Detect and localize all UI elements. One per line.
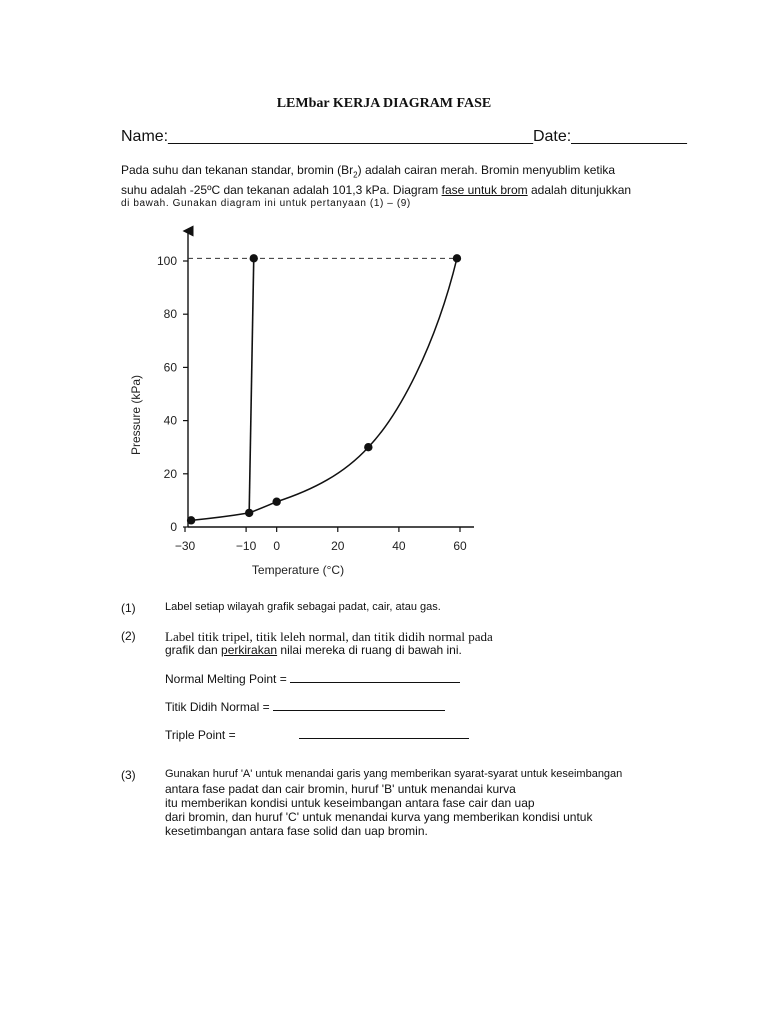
data-point [245, 509, 253, 517]
intro-line-3: di bawah. Gunakan diagram ini untuk pertanyaan (1) – (9) [121, 198, 411, 210]
date-label: Date: [532, 128, 572, 145]
y-tick-label: 100 [156, 254, 177, 268]
data-point [272, 498, 280, 506]
intro-text: adalah ditunjukkan [527, 182, 632, 197]
question-text-2 [165, 643, 462, 657]
question-text: nilai mereka di ruang di bawah ini. [277, 643, 462, 657]
triple-point-blank[interactable] [299, 727, 469, 739]
solid-liquid-line [249, 258, 254, 513]
x-tick-label: 20 [331, 539, 345, 553]
question-text: Gunakan huruf 'A' untuk menandai garis yang memberikan syarat-syarat untuk keseimbangan [165, 768, 623, 780]
question-text: itu memberikan kondisi untuk keseimbangan antara fase cair dan uap [165, 796, 535, 810]
y-tick-label: 40 [163, 413, 177, 428]
question-number: (2) [121, 629, 136, 643]
intro-text: ) adalah cairan merah. Bromin menyublim ketika [357, 163, 616, 177]
name-field[interactable]: _________________________________________ [168, 128, 533, 145]
question-text: dari bromin, dan huruf 'C' untuk menandai kurva yang memberikan kondisi untuk [165, 810, 593, 824]
question-text: kesetimbangan antara fase solid dan uap bromin. [165, 824, 428, 838]
underlined-word: perkirakan [221, 643, 278, 657]
x-tick-label: 0 [273, 539, 281, 553]
data-point [364, 443, 372, 451]
x-tick-label: 60 [453, 539, 467, 553]
solid-gas-curve [191, 513, 249, 520]
worksheet-title: LEMbar KERJA DIAGRAM FASE [276, 96, 492, 111]
date-field[interactable]: _____________ [571, 128, 687, 145]
intro-line-1 [121, 163, 651, 183]
y-tick-label: 0 [170, 520, 177, 534]
normal-melting-label: Normal Melting Point = [165, 672, 287, 686]
normal-melting-blank[interactable] [290, 671, 460, 683]
normal-boiling-row [165, 699, 445, 714]
subscript: 2 [353, 170, 358, 180]
intro-text: suhu adalah -25ºC dan tekanan adalah 101,3 kPa. Diagram [121, 182, 442, 197]
normal-boiling-label: Titik Didih Normal = [165, 700, 270, 714]
intro-paragraph [121, 163, 651, 212]
intro-text: Pada suhu dan tekanan standar, bromin (Br [121, 163, 354, 177]
y-tick-label: 60 [163, 360, 177, 375]
intro-underlined-text: fase untuk brom [441, 182, 528, 197]
triple-point-row [165, 727, 469, 742]
x-tick-label: −30 [174, 539, 196, 553]
name-date-row [121, 128, 687, 146]
triple-point-label: Triple Point = [165, 728, 236, 742]
normal-melting-row [165, 671, 460, 686]
y-tick-label: 20 [163, 466, 177, 481]
name-label: Name: [121, 128, 169, 145]
question-text: grafik dan [165, 643, 222, 657]
question-text: Label setiap wilayah grafik sebagai padat, cair, atau gas. [165, 601, 441, 613]
x-tick-label: −10 [235, 539, 257, 553]
y-axis-label: Pressure (kPa) [129, 374, 143, 456]
question-number: (3) [121, 768, 136, 782]
intro-line-2 [121, 183, 651, 198]
data-point [250, 254, 258, 262]
data-point [187, 516, 195, 524]
y-tick-label: 80 [163, 307, 177, 322]
liquid-gas-curve [249, 258, 457, 513]
question-text: Label titik tripel, titik leleh normal, dan titik didih normal pada [165, 629, 493, 644]
data-point [453, 254, 461, 262]
normal-boiling-blank[interactable] [273, 699, 445, 711]
x-tick-label: 40 [392, 539, 406, 553]
question-number: (1) [121, 601, 136, 615]
x-axis-label: Temperature (°C) [251, 563, 345, 577]
phase-diagram-chart [120, 225, 490, 585]
question-text: antara fase padat dan cair bromin, huruf 'B' untuk menandai kurva [165, 782, 516, 796]
